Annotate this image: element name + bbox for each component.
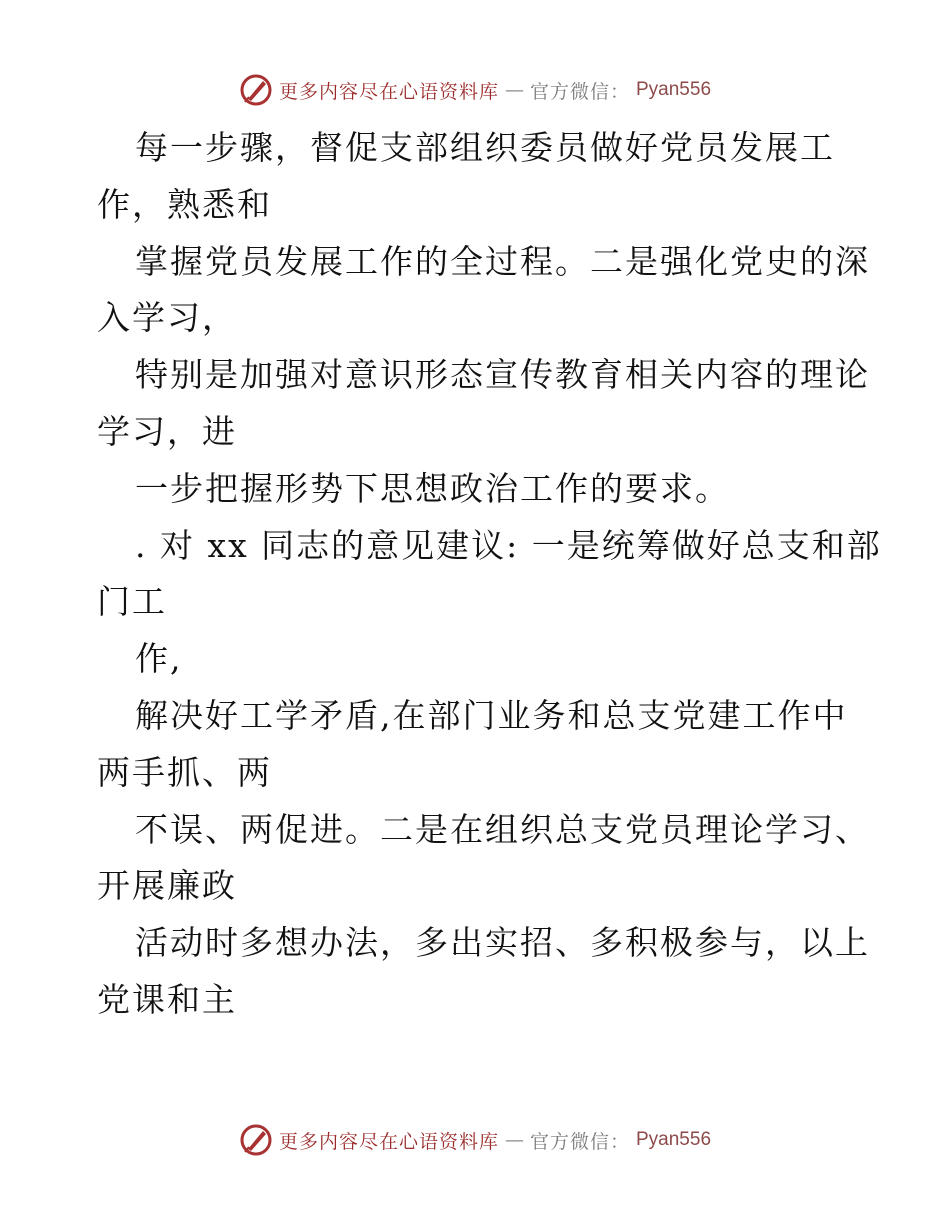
body-text-line: 特别是加强对意识形态宣传教育相关内容的理论	[135, 355, 870, 395]
header-banner	[0, 70, 950, 110]
body-text-line: 一步把握形势下思想政治工作的要求。	[135, 468, 730, 508]
document-body	[97, 120, 882, 1029]
body-text-line: 门工	[97, 582, 167, 622]
body-text-line: 每一步骤，督促支部组织委员做好党员发展工	[135, 128, 835, 167]
footer-wechat-id: Pyan556	[636, 1129, 712, 1150]
body-text-line: 入学习，	[97, 298, 237, 338]
body-text-line: 党课和主	[97, 979, 237, 1019]
quill-logo-icon	[239, 73, 273, 107]
footer-official-label: 官方微信：	[529, 1130, 630, 1153]
body-text-line: 不误、两促进。二是在组织总支党员理论学习、	[135, 809, 870, 849]
header-brand-text: 更多内容尽在心语资料库	[278, 80, 499, 103]
header-official-label: 官方微信：	[529, 80, 630, 103]
header-wechat-id: Pyan556	[636, 79, 712, 100]
footer-brand-text: 更多内容尽在心语资料库	[278, 1130, 499, 1153]
quill-logo-icon	[239, 1123, 273, 1157]
body-text-line: 活动时多想办法，多出实招、多积极参与，以上	[135, 923, 870, 963]
header-separator: —	[504, 79, 524, 101]
body-text-line: . 对 xx 同志的意见建议: 一是统筹做好总支和部	[135, 525, 882, 565]
body-text-line: 作,	[135, 639, 183, 679]
footer-banner	[0, 1120, 950, 1160]
footer-separator: —	[504, 1129, 524, 1151]
body-text-line: 作，熟悉和	[97, 184, 272, 224]
body-text-line: 两手抓、两	[97, 752, 272, 792]
body-text-line: 开展廉政	[97, 866, 237, 906]
body-text-line: 学习，进	[97, 411, 237, 451]
body-text-line: 掌握党员发展工作的全过程。二是强化党史的深	[135, 241, 870, 281]
body-text-line: 解决好工学矛盾,在部门业务和总支党建工作中	[135, 695, 848, 735]
